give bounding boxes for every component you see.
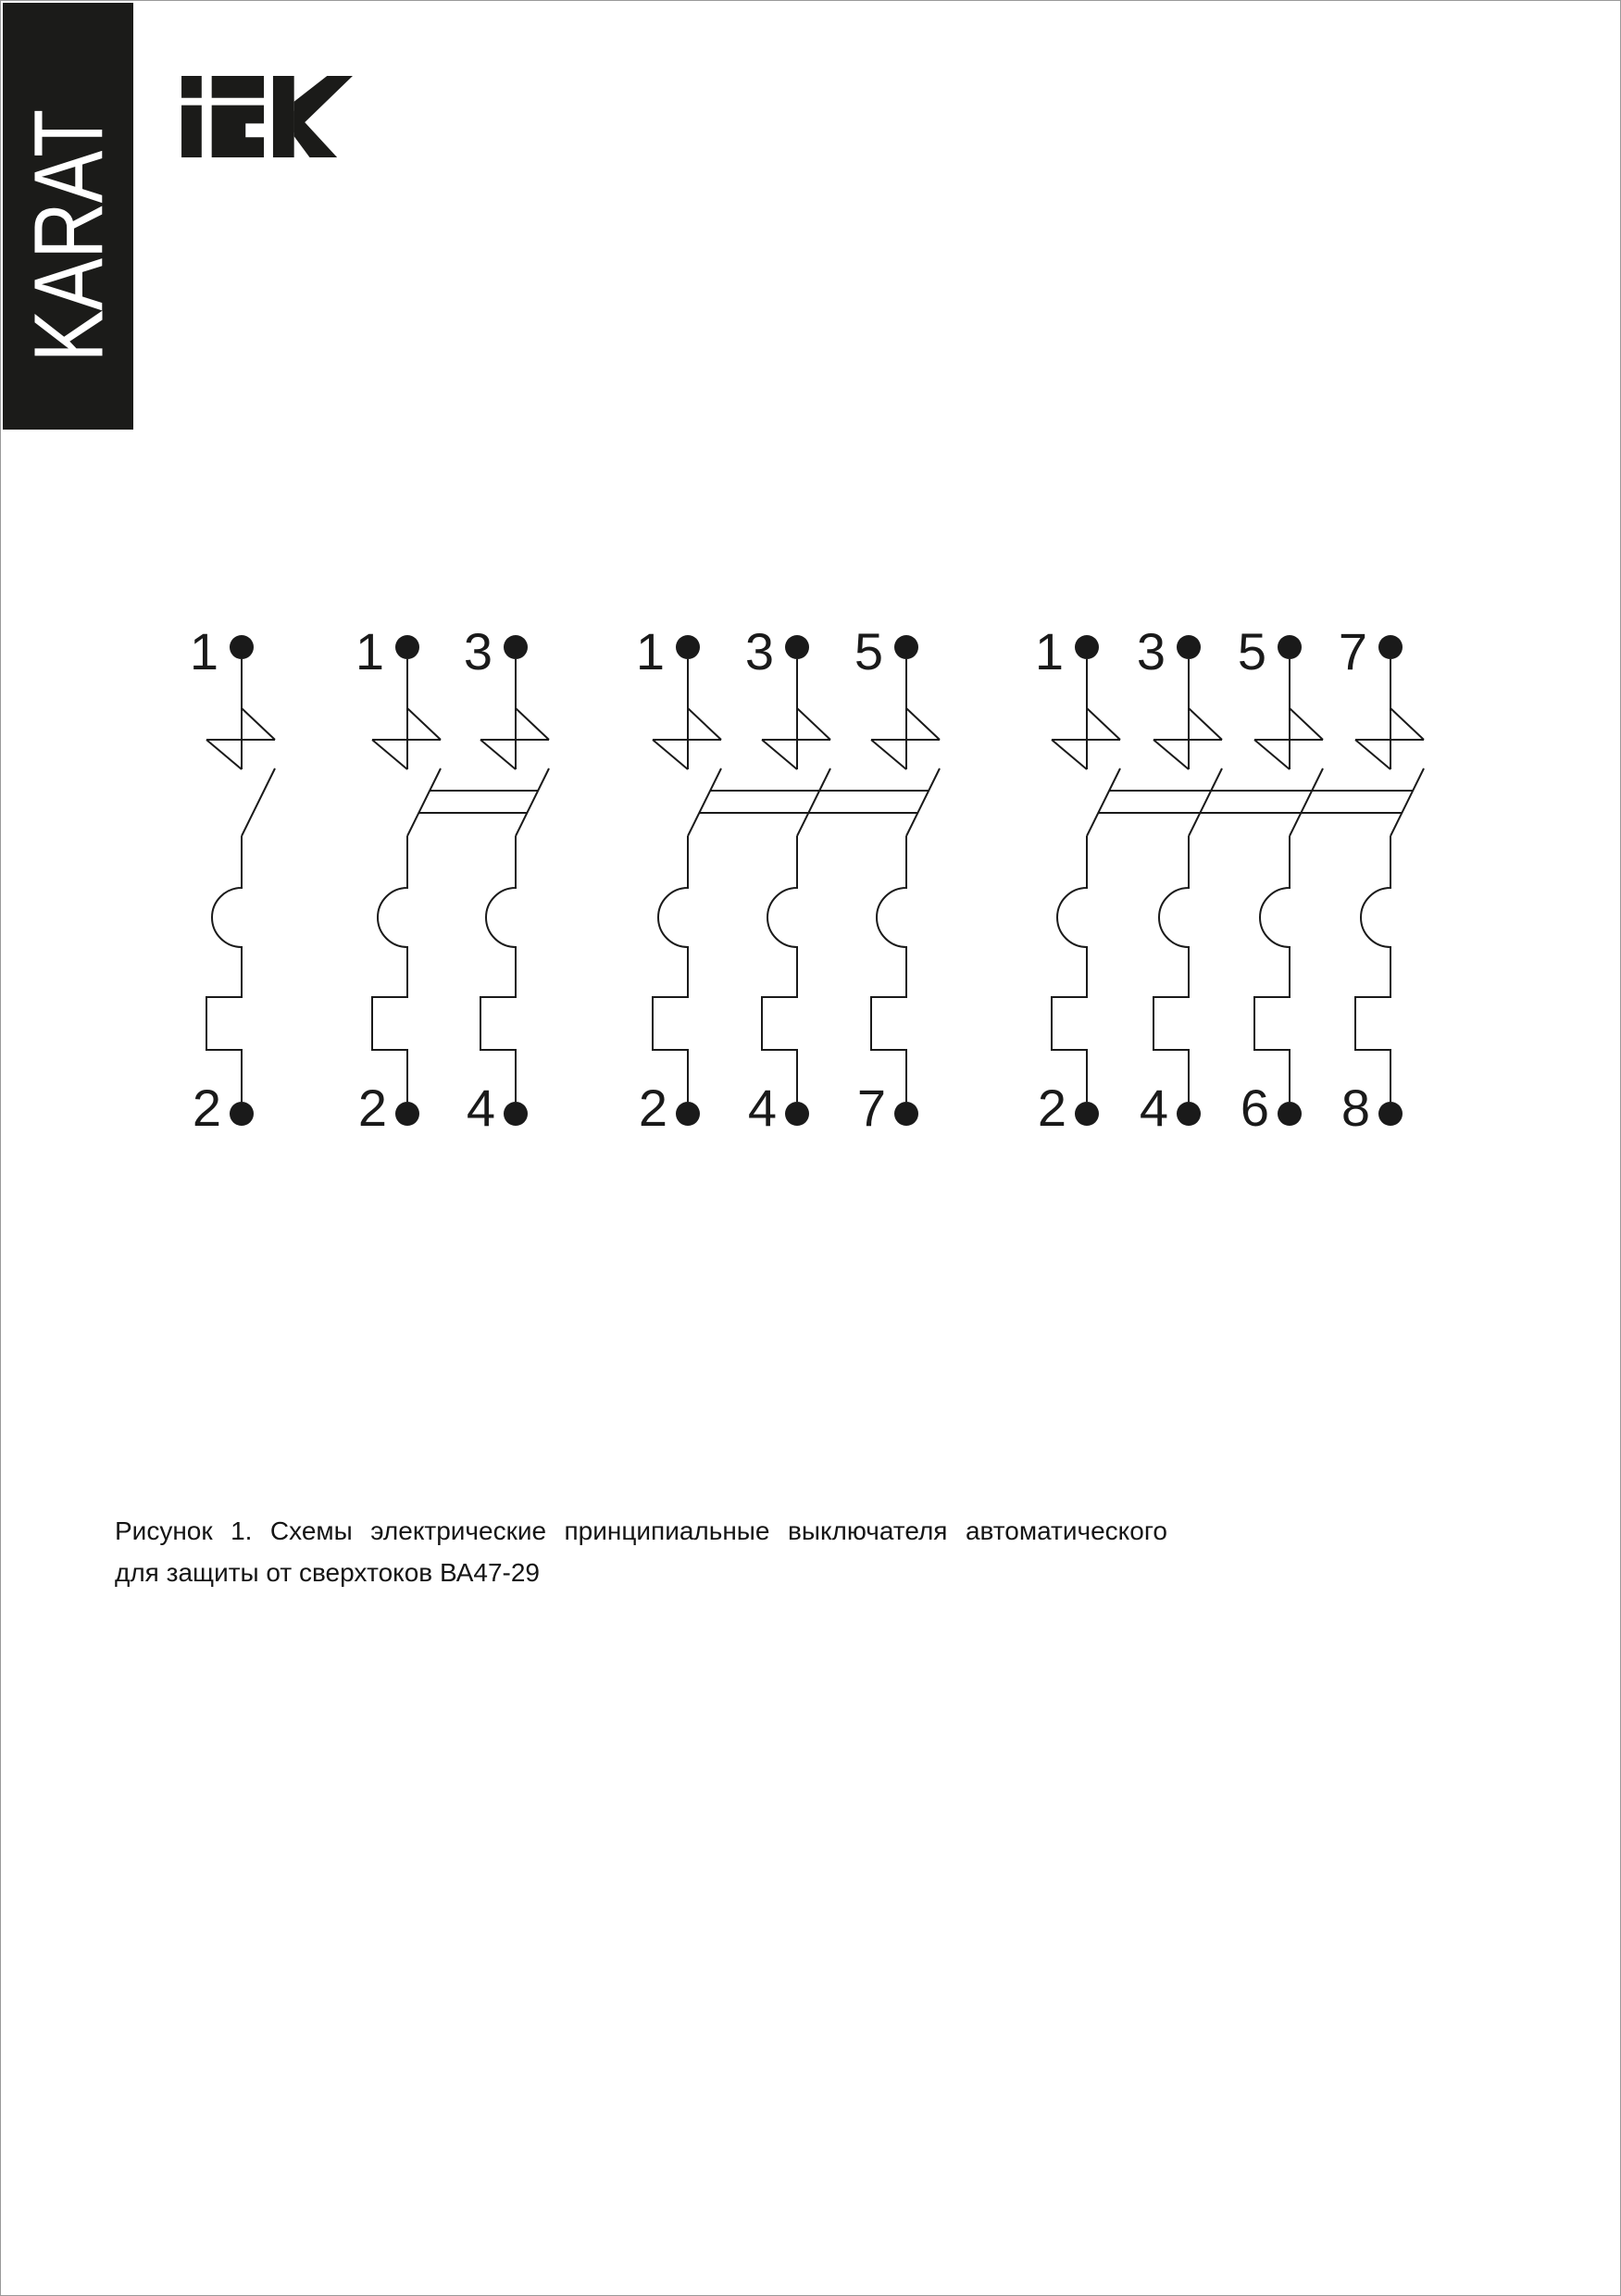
pole-conductor: [1052, 659, 1120, 1102]
pole-conductor: [762, 659, 830, 1102]
pole-conductor: [372, 659, 441, 1102]
bottom-terminal-number: 8: [1340, 1079, 1370, 1137]
bottom-terminal-dot: [230, 1102, 254, 1126]
karat-banner-text: KARAT: [14, 109, 124, 363]
top-terminal-number: 1: [355, 622, 384, 680]
bottom-terminal-number: 2: [1037, 1079, 1066, 1137]
bottom-terminal-dot: [676, 1102, 700, 1126]
pole-conductor: [1355, 659, 1424, 1102]
top-terminal-dot: [1075, 635, 1099, 659]
top-terminal-dot: [1177, 635, 1201, 659]
schematic-3pole: [636, 622, 940, 1137]
bottom-terminal-dot: [1278, 1102, 1302, 1126]
iek-logo-i-dot: [181, 76, 202, 98]
top-terminal-dot: [1278, 635, 1302, 659]
pole-conductor: [871, 659, 940, 1102]
top-terminal-number: 5: [1237, 622, 1266, 680]
schematics-canvas: [131, 584, 1501, 1195]
schematic-4pole: [1035, 622, 1424, 1137]
schematics-figure: [131, 584, 1501, 1195]
pole-conductor: [1153, 659, 1222, 1102]
pole-conductor: [480, 659, 549, 1102]
bottom-terminal-number: 2: [357, 1079, 387, 1137]
bottom-terminal-dot: [1177, 1102, 1201, 1126]
bottom-terminal-number: 4: [466, 1079, 495, 1137]
schematic-1pole: [190, 622, 275, 1137]
top-terminal-dot: [894, 635, 918, 659]
bottom-terminal-dot: [894, 1102, 918, 1126]
top-terminal-number: 7: [1338, 622, 1367, 680]
bottom-terminal-number: 6: [1240, 1079, 1269, 1137]
iek-logo-e-body: [212, 106, 264, 157]
schematic-2pole: [355, 622, 549, 1137]
bottom-terminal-dot: [1378, 1102, 1403, 1126]
top-terminal-dot: [504, 635, 528, 659]
top-terminal-number: 3: [463, 622, 493, 680]
bottom-terminal-number: 2: [638, 1079, 667, 1137]
bottom-terminal-dot: [1075, 1102, 1099, 1126]
top-terminal-dot: [785, 635, 809, 659]
bottom-terminal-dot: [504, 1102, 528, 1126]
pole-conductor: [206, 659, 275, 1102]
bottom-terminal-number: 4: [747, 1079, 777, 1137]
karat-banner: [3, 3, 133, 430]
top-terminal-dot: [676, 635, 700, 659]
top-terminal-number: 1: [1034, 622, 1064, 680]
top-terminal-number: 1: [189, 622, 218, 680]
top-terminal-number: 1: [635, 622, 665, 680]
figure-caption-line1: Рисунок 1. Схемы электрические принципиальные выключателя автоматического: [115, 1516, 1167, 1545]
iek-logo-k-stem: [273, 76, 294, 157]
top-terminal-dot: [395, 635, 419, 659]
top-terminal-number: 5: [854, 622, 883, 680]
figure-caption: [115, 1510, 1167, 1593]
top-terminal-dot: [1378, 635, 1403, 659]
figure-caption-line2: для защиты от сверхтоков ВА47-29: [115, 1558, 540, 1587]
iek-logo-e-top-bar: [212, 76, 264, 98]
bottom-terminal-dot: [785, 1102, 809, 1126]
top-terminal-dot: [230, 635, 254, 659]
iek-logo: [181, 76, 355, 158]
bottom-terminal-number: 7: [856, 1079, 886, 1137]
pole-conductor: [1254, 659, 1323, 1102]
bottom-terminal-number: 2: [192, 1079, 221, 1137]
bottom-terminal-dot: [395, 1102, 419, 1126]
bottom-terminal-number: 4: [1139, 1079, 1168, 1137]
top-terminal-number: 3: [744, 622, 774, 680]
top-terminal-number: 3: [1136, 622, 1166, 680]
iek-logo-i-stem: [181, 106, 202, 157]
pole-conductor: [653, 659, 721, 1102]
